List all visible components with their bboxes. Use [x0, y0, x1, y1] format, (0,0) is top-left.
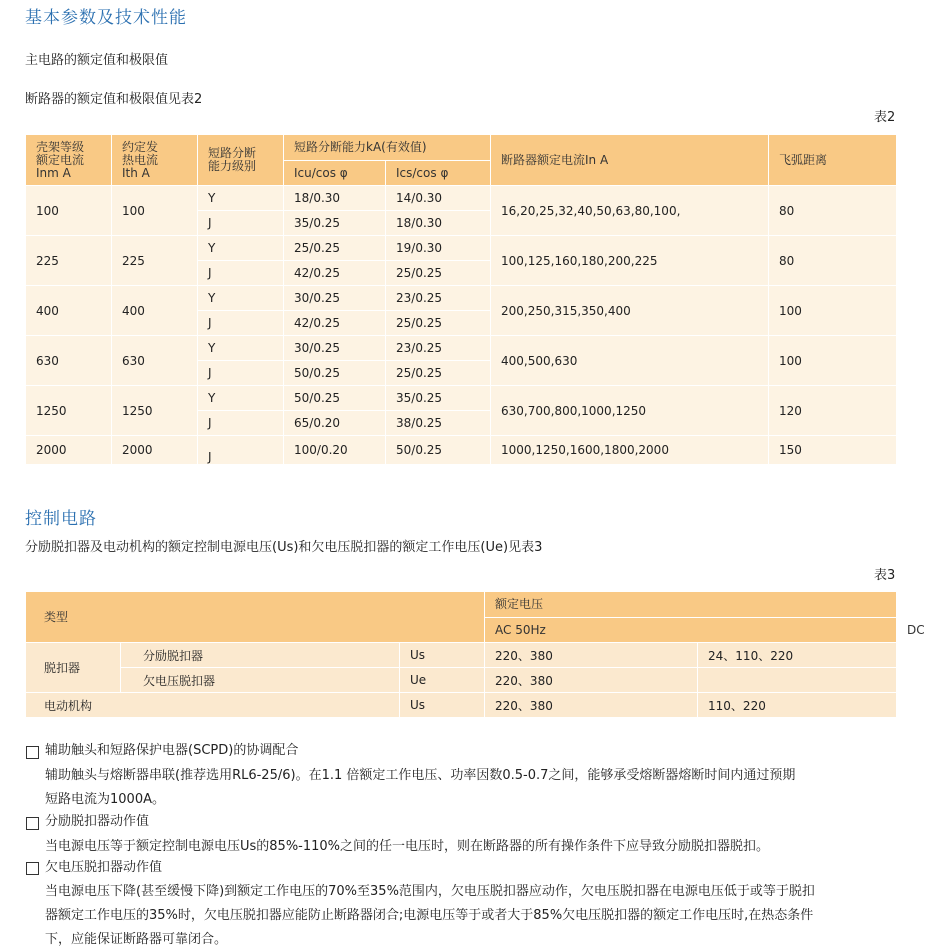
table-row: 2000 2000 J 100/0.20 50/0.25 1000,1250,1600,1800,2000 150: [26, 436, 897, 465]
table-row: 400 400 Y 30/0.25 23/0.25 200,250,315,350,400 100: [26, 286, 897, 311]
item-text: 短路电流为1000A。: [45, 792, 165, 807]
item-text: 器额定工作电压的35%时，欠电压脱扣器应能防止断路器闭合;电源电压等于或者大于85%欠电压脱扣器的额定工作电压时,在热态条件: [45, 908, 814, 923]
table3-label: 表3: [874, 568, 896, 583]
table-row: 225 225 Y 25/0.25 19/0.30 100,125,160,180,200,225 80: [26, 236, 897, 261]
table2-label: 表2: [874, 110, 896, 125]
item-title: 辅助触头和短路保护电器(SCPD)的协调配合: [45, 743, 299, 758]
section-title-basic: 基本参数及技术性能: [25, 8, 187, 28]
checkbox-icon: [26, 746, 39, 759]
header-current: 断路器额定电流In A: [491, 135, 769, 186]
header-capacity: 短路分断能力kA(有效值): [284, 135, 491, 161]
table-row: 1250 1250 Y 50/0.25 35/0.25 630,700,800,1000,1250 120: [26, 386, 897, 411]
checkbox-icon: [26, 862, 39, 875]
item-text: 辅助触头与熔断器串联(推荐选用RL6-25/6)。在1.1 倍额定工作电压、功率因数0.5-0.7之间，能够承受熔断器熔断时间内通过预期: [45, 768, 796, 783]
rating-table: 壳架等级 额定电流 Inm A 约定发 热电流 Ith A 短路分断 能力级别 短路分断能力kA(有效值) 断路器额定电流In A 飞弧距离 Icu/cos φ Ics/cos φ 100 100 Y 18/0.30 14/0.30 16,20,25,32,40,50,63,80,100, 80 J 35/0.25 18/0.30 225 225 Y 25/0.25 19/0.30 100,125,160,180,200,225 80 J 42/0.25 25/0.25 400 400 Y 30/0.25 23/0.25 200,250,315,350,400 100 J 42/0.25 25/0.25 630 630 Y 30/0.25 23/0.25 400,500,630 100 J 50/0.25 25/0.25 1250 1250 Y 50/0.25 35/0.25 630,700,800,1000,1250 120 J 65/0.20 38/0.25 2000 2000 J 100/0.20 50/0.25 1000,1250,1600,1800,2000 150: [25, 134, 897, 465]
header-type: 类型: [26, 592, 485, 643]
table-row: 100 100 Y 18/0.30 14/0.30 16,20,25,32,40,50,63,80,100, 80: [26, 186, 897, 211]
table-row: 欠电压脱扣器 Ue 220、380: [26, 668, 897, 693]
header-level: 短路分断 能力级别: [198, 135, 284, 186]
table-row: 脱扣器 分励脱扣器 Us 220、380 24、110、220: [26, 643, 897, 668]
item-title: 分励脱扣器动作值: [45, 814, 150, 829]
control-voltage-table: 类型 额定电压 AC 50Hz DC 脱扣器 分励脱扣器 Us 220、380 24、110、220 欠电压脱扣器 Ue 220、380 电动机构 Us 220、380 110、220: [25, 591, 897, 718]
item-text: 下，应能保证断路器可靠闭合。: [45, 932, 228, 947]
item-title: 欠电压脱扣器动作值: [45, 860, 163, 875]
table2-note: 断路器的额定值和极限值见表2: [25, 92, 203, 107]
table-row: 630 630 Y 30/0.25 23/0.25 400,500,630 100: [26, 336, 897, 361]
header-voltage: 额定电压: [485, 592, 897, 618]
section-title-control: 控制电路: [25, 509, 97, 529]
main-circuit-subtitle: 主电路的额定值和极限值: [25, 53, 169, 68]
header-ics: Ics/cos φ: [386, 161, 491, 186]
header-rated: 约定发 热电流 Ith A: [112, 135, 198, 186]
item-text: 当电源电压下降(甚至缓慢下降)到额定工作电压的70%至35%范围内，欠电压脱扣器应动作，欠电压脱扣器在电源电压低于或等于脱扣: [45, 884, 815, 899]
item-text: 当电源电压等于额定控制电源电压Us的85%-110%之间的任一电压时，则在断路器的所有操作条件下应导致分励脱扣器脱扣。: [45, 839, 770, 854]
header-icu: Icu/cos φ: [284, 161, 386, 186]
header-ac: AC 50Hz: [485, 618, 897, 643]
checkbox-icon: [26, 817, 39, 830]
header-frame: 壳架等级 额定电流 Inm A: [26, 135, 112, 186]
header-arc: 飞弧距离: [769, 135, 897, 186]
table-row: 电动机构 Us 220、380 110、220: [26, 693, 897, 718]
table3-note: 分励脱扣器及电动机构的额定控制电源电压(Us)和欠电压脱扣器的额定工作电压(Ue)见表3: [25, 540, 543, 555]
